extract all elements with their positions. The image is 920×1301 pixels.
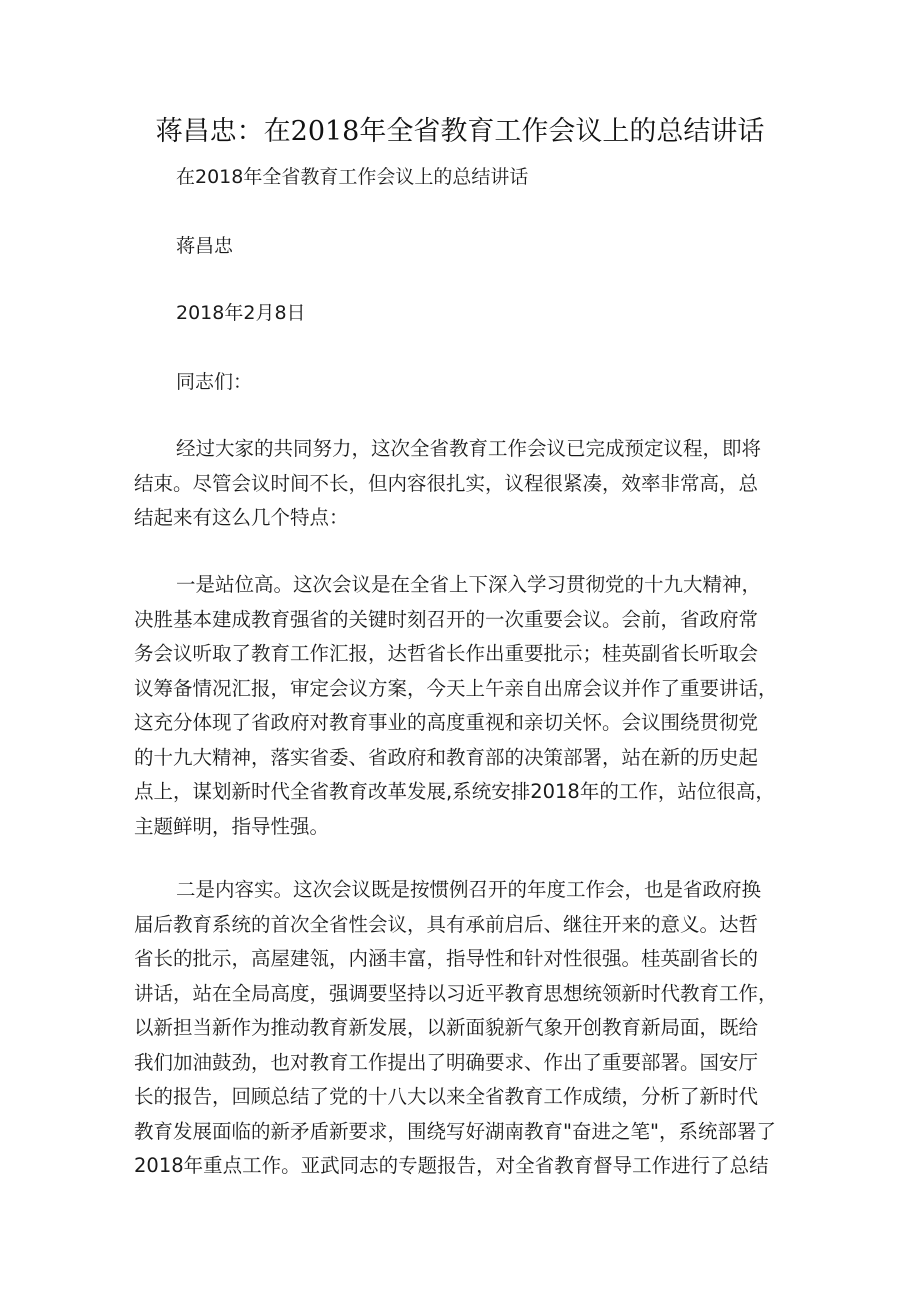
- paragraph-line: 务会议听取了教育工作汇报，达哲省长作出重要批示；桂英副省长听取会: [134, 642, 759, 665]
- document-date: 2018年2月8日: [176, 302, 306, 324]
- document-subtitle: 在2018年全省教育工作会议上的总结讲话: [176, 166, 529, 188]
- paragraph-line: 结束。尽管会议时间不长，但内容很扎实，议程很紧凑，效率非常高，总: [134, 471, 759, 495]
- paragraph-line: 二是内容实。这次会议既是按惯例召开的年度工作会，也是省政府换: [176, 878, 762, 901]
- document-title: 蒋昌忠：在2018年全省教育工作会议上的总结讲话: [155, 116, 765, 147]
- paragraph-line: 经过大家的共同努力，这次全省教育工作会议已完成预定议程，即将: [176, 437, 762, 460]
- paragraph-line: 教育发展面临的新矛盾新要求，围绕写好湖南教育"奋进之笔"，系统部署了: [134, 1119, 776, 1143]
- paragraph-line: 2018年重点工作。亚武同志的专题报告，对全省教育督导工作进行了总结: [134, 1154, 769, 1177]
- paragraph-line: 以新担当新作为推动教育新发展，以新面貌新气象开创教育新局面，既给: [134, 1016, 759, 1039]
- paragraph-line: 届后教育系统的首次全省性会议，具有承前启后、继往开来的意义。达哲: [134, 912, 759, 936]
- paragraph-line: 我们加油鼓劲，也对教育工作提出了明确要求、作出了重要部署。国安厅: [134, 1050, 759, 1074]
- paragraph-line: 讲话，站在全局高度，强调要坚持以习近平教育思想统领新时代教育工作，: [134, 981, 778, 1005]
- paragraph-2: [134, 568, 794, 844]
- greeting: 同志们：: [176, 371, 253, 393]
- paragraph-line: 结起来有这么几个特点：: [134, 506, 349, 529]
- paragraph-line: 主题鲜明，指导性强。: [134, 814, 330, 838]
- paragraph-line: 议筹备情况汇报，审定会议方案，今天上午亲自出席会议并作了重要讲话，: [134, 676, 778, 700]
- paragraph-line: 这充分体现了省政府对教育事业的高度重视和亲切关怀。会议围绕贯彻党: [134, 711, 759, 734]
- paragraph-1: [134, 432, 794, 536]
- paragraph-line: 一是站位高。这次会议是在全省上下深入学习贯彻党的十九大精神，: [176, 573, 762, 596]
- paragraph-line: 长的报告，回顾总结了党的十八大以来全省教育工作成绩，分析了新时代: [134, 1085, 759, 1108]
- paragraph-line: 点上，谋划新时代全省教育改革发展,系统安排2018年的工作，站位很高，: [134, 780, 775, 803]
- paragraph-3: [134, 873, 794, 1184]
- paragraph-line: 的十九大精神，落实省委、省政府和教育部的决策部署，站在新的历史起: [134, 745, 759, 769]
- paragraph-line: 省长的批示，高屋建瓴，内涵丰富，指导性和针对性很强。桂英副省长的: [134, 947, 759, 970]
- document-author: 蒋昌忠: [176, 235, 234, 257]
- paragraph-line: 决胜基本建成教育强省的关键时刻召开的一次重要会议。会前，省政府常: [134, 607, 759, 631]
